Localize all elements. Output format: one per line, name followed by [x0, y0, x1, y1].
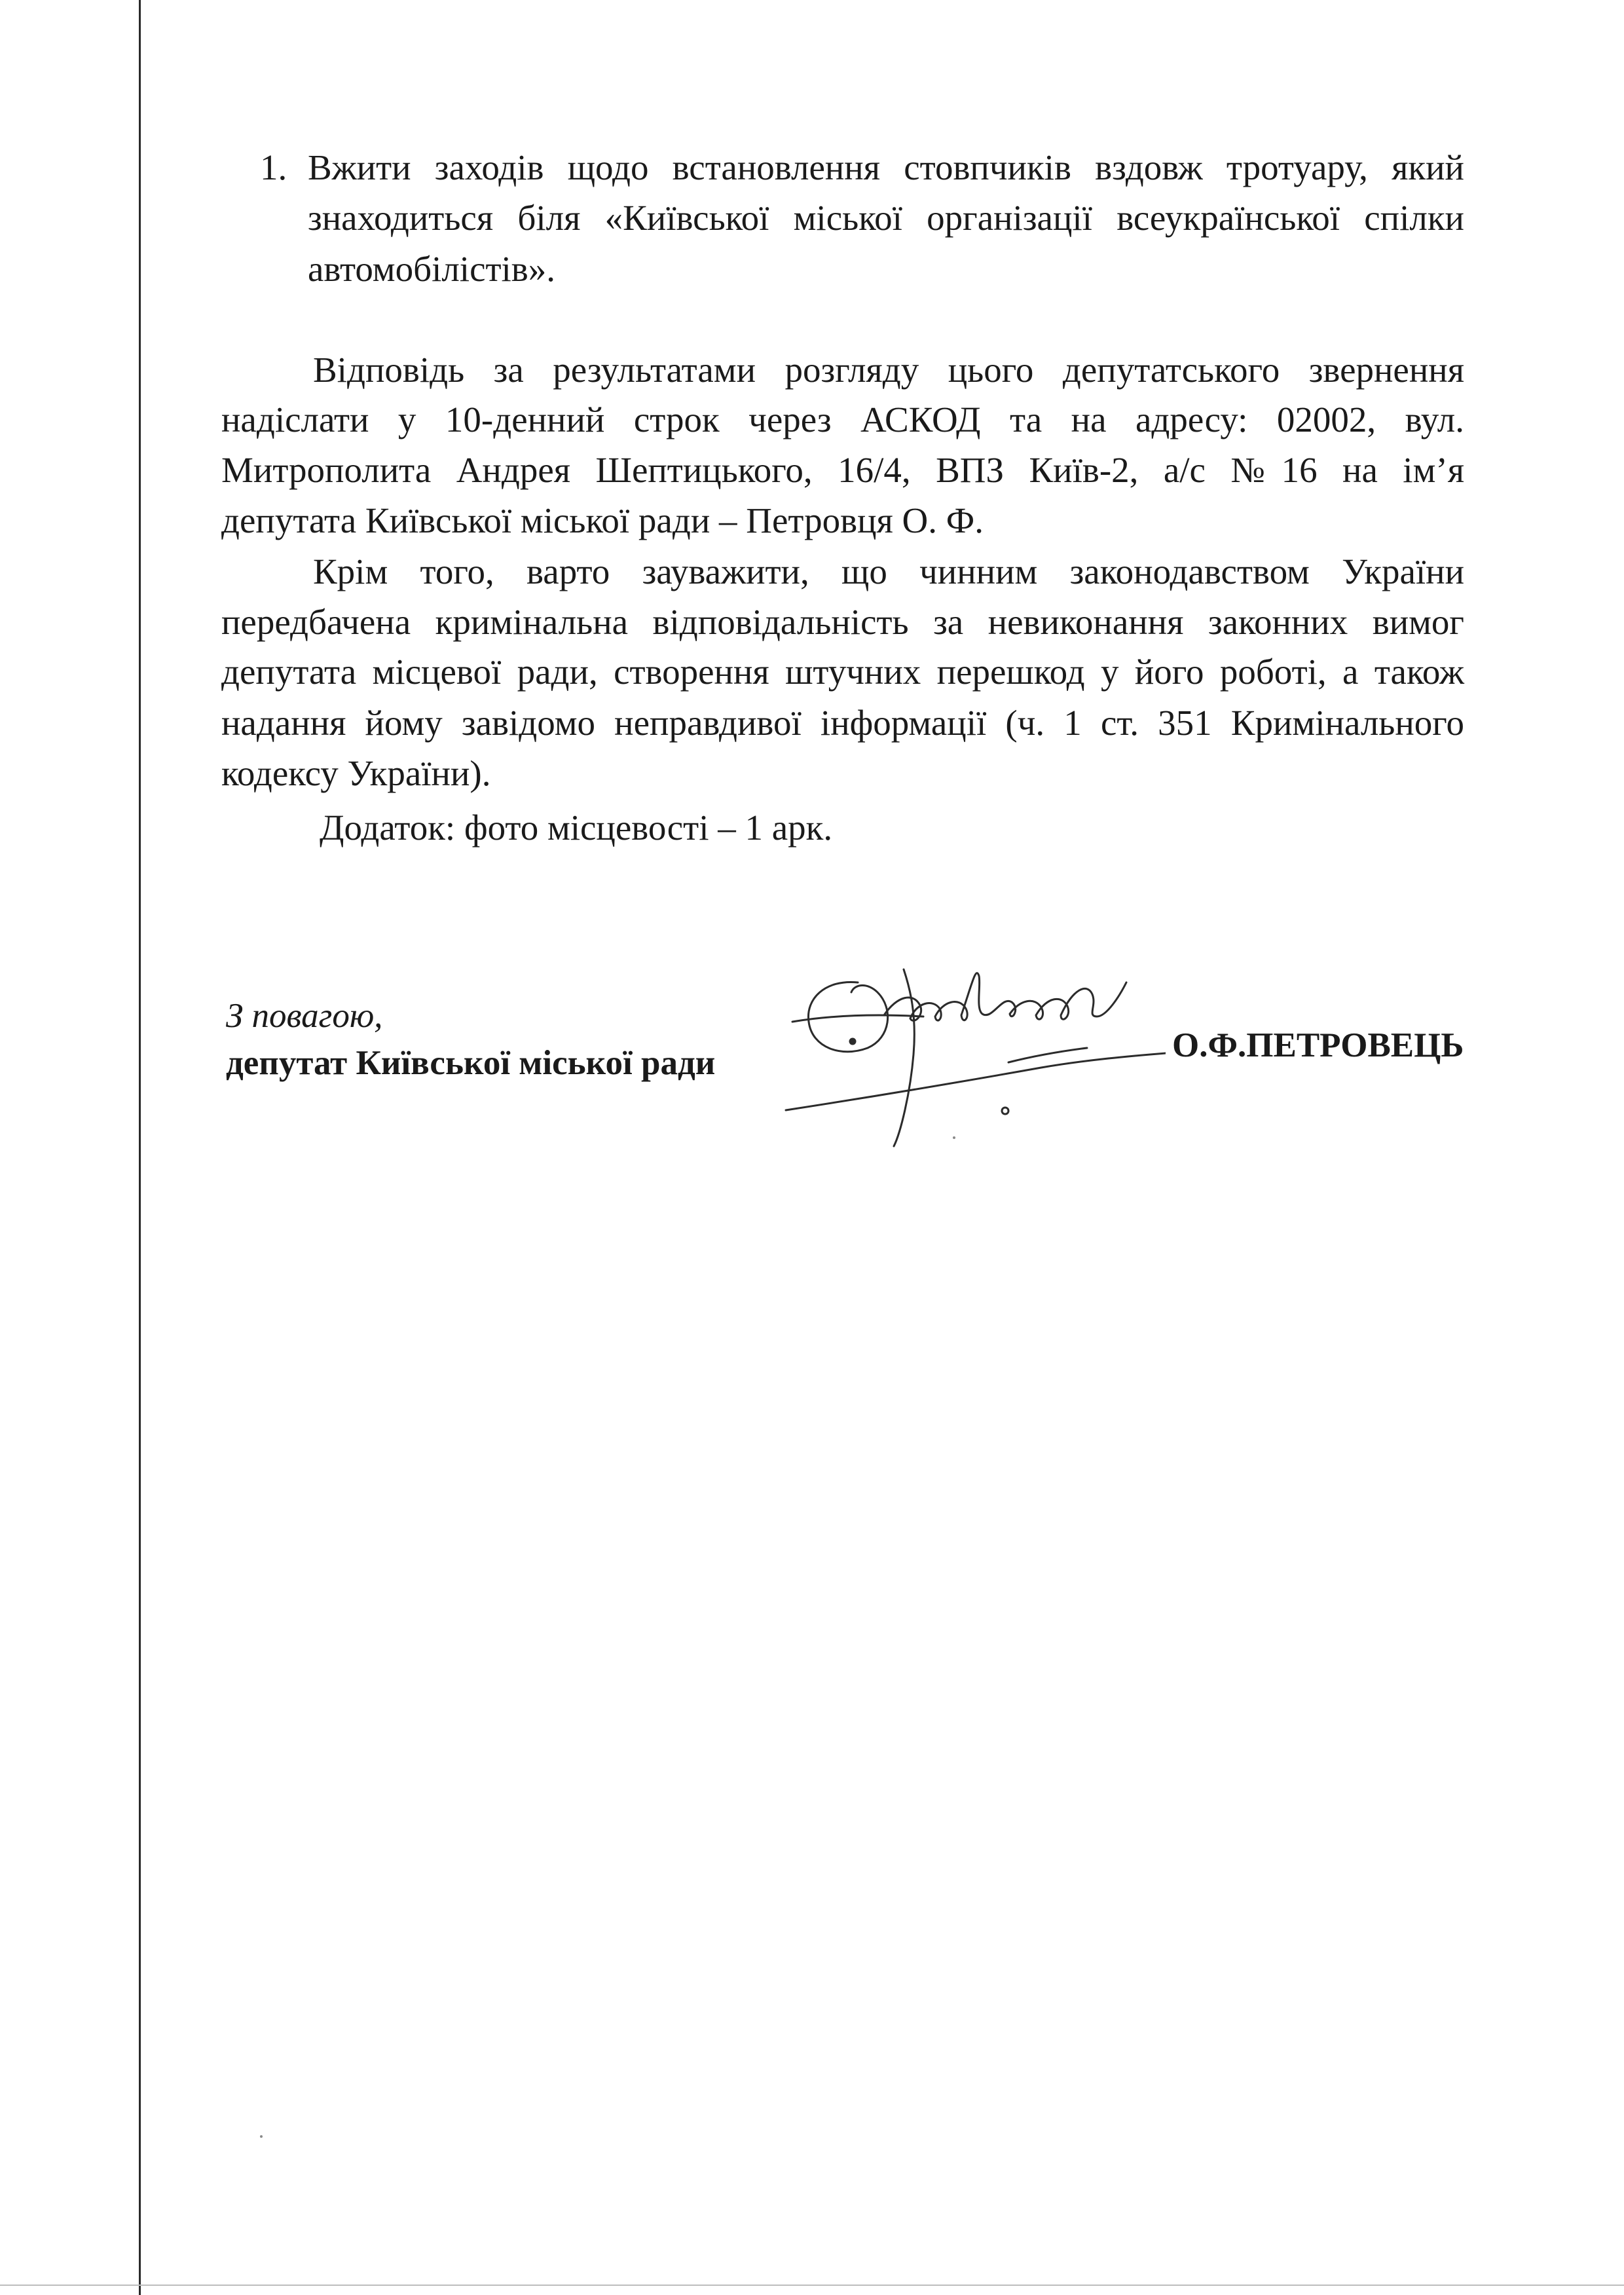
liability-line-2: передбачена кримінальна відповідальність за невиконання законних вимог [221, 602, 1464, 642]
response-line-3: Митрополита Андрея Шептицького, 16/4, ВПЗ Київ-2, а/с №16 на ім’я [221, 450, 1464, 490]
item-line-2: знаходиться біля «Київської міської організації всеукраїнської спілки [308, 198, 1464, 238]
signature-stroke [792, 1015, 923, 1022]
liability-line-4: надання йому завідомо неправдивої інформації (ч. 1 ст. 351 Кримінального [221, 703, 1464, 743]
item-line-3: автомобілістів». [308, 249, 556, 289]
signer-name: О.Ф.ПЕТРОВЕЦЬ [1172, 1026, 1464, 1064]
liability-line-3: депутата місцевої ради, створення штучних перешкод у його роботі, а також [221, 652, 1464, 692]
scan-page-edge [139, 0, 141, 2295]
closing-regards: З повагою, [226, 997, 383, 1035]
response-line-2: надіслати у 10-денний строк через АСКОД та на адресу: 02002, вул. [221, 400, 1464, 439]
signature-stroke [1002, 1108, 1008, 1114]
scan-speck [260, 2135, 263, 2138]
liability-line-5: кодексу України). [221, 753, 491, 793]
response-line-1: Відповідь за результатами розгляду цього депутатського звернення [313, 350, 1464, 390]
signature-stroke [884, 973, 1126, 1021]
handwritten-signature [779, 943, 1166, 1153]
response-line-4: депутата Київської міської ради – Петровця О. Ф. [221, 500, 984, 540]
attachment-note: Додаток: фото місцевості – 1 арк. [320, 808, 833, 848]
signature-stroke [894, 969, 914, 1146]
item-number: 1. [260, 147, 287, 187]
signer-position: депутат Київської міської ради [226, 1044, 716, 1082]
scan-bottom-edge [0, 2285, 1624, 2286]
signature-stroke [850, 1039, 855, 1044]
item-line-1: Вжити заходів щодо встановлення стовпчиків вздовж тротуару, який [308, 147, 1464, 187]
liability-line-1: Крім того, варто зауважити, що чинним законодавством України [313, 551, 1464, 591]
signature-stroke [1008, 1048, 1087, 1062]
signature-stroke [786, 1053, 1166, 1110]
